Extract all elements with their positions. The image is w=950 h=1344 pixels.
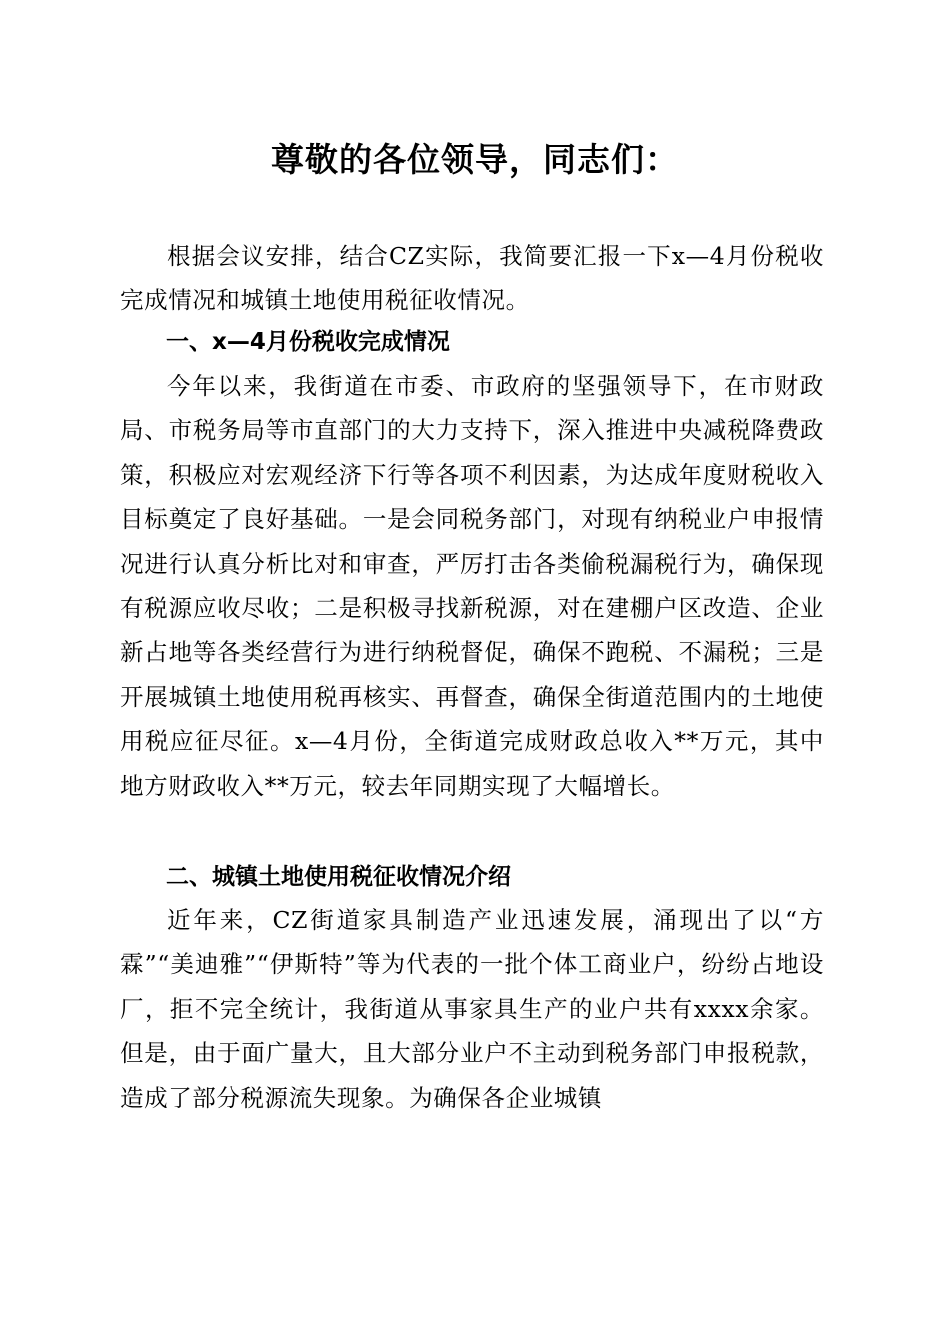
- section-heading-1: 一、x—4月份税收完成情况: [166, 329, 450, 355]
- section-2-paragraph: 近年来，CZ街道家具制造产业迅速发展，涌现出了以“方霖”“美迪雅”“伊斯特”等为代表的一批个体工商业户，纷纷占地设厂，拒不完全统计，我街道从事家具生产的业户共有xxxx余家。但是，由于面广量大，且大部分业户不主动到税务部门申报税款，造成了部分税源流失现象。为确保各企业城镇: [120, 906, 824, 1112]
- document-title: 尊敬的各位领导，同志们：: [271, 140, 679, 179]
- intro-paragraph: 根据会议安排，结合CZ实际，我简要汇报一下x—4月份税收完成情况和城镇土地使用税征收情况。: [120, 242, 824, 315]
- section-1-paragraph: 今年以来，我街道在市委、市政府的坚强领导下，在市财政局、市税务局等市直部门的大力支持下，深入推进中央减税降费政策，积极应对宏观经济下行等各项不利因素，为达成年度财税收入目标奠定了良好基础。一是会同税务部门，对现有纳税业户申报情况进行认真分析比对和审查，严厉打击各类偷税漏税行为，确保现有税源应收尽收；二是积极寻找新税源，对在建棚户区改造、企业新占地等各类经营行为进行纳税督促，确保不跑税、不漏税；三是开展城镇土地使用税再核实、再督查，确保全街道范围内的土地使用税应征尽征。x—4月份，全街道完成财政总收入**万元，其中地方财政收入**万元，较去年同期实现了大幅增长。: [120, 372, 824, 800]
- section-heading-2: 二、城镇土地使用税征收情况介绍: [166, 864, 511, 890]
